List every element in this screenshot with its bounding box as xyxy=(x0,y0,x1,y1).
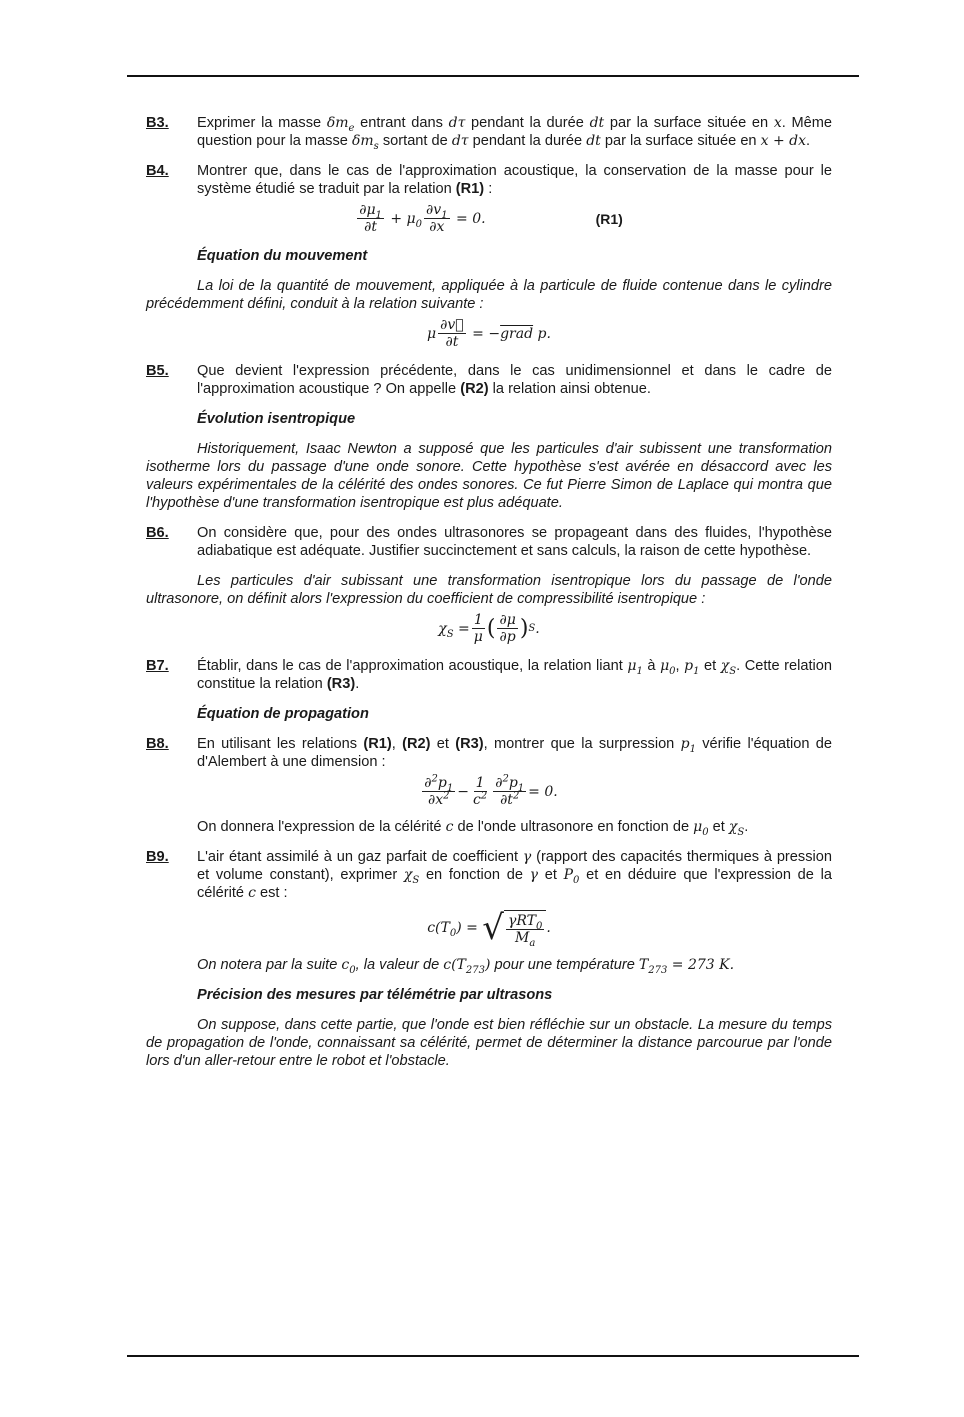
text-fragment: L'air étant assimilé à un gaz parfait de coefficient xyxy=(197,849,523,865)
math-mu0: $\mu_0$ xyxy=(660,658,676,677)
text-fragment: . xyxy=(744,819,749,835)
math-chis: $\chi_S$ xyxy=(720,658,737,677)
question-b3 xyxy=(146,114,832,150)
question-note xyxy=(197,956,832,974)
math-dt: dt xyxy=(589,115,605,131)
question-b9 xyxy=(146,848,832,902)
text-fragment: par la surface située en xyxy=(600,133,761,149)
math-dme: $\delta m_e$ xyxy=(326,115,355,134)
math-p1: $p_1$ xyxy=(680,736,696,755)
math-gamma: γ xyxy=(522,849,532,865)
relation-ref: (R2) xyxy=(402,736,431,752)
text-fragment: à xyxy=(642,658,661,674)
math-mu0: $\mu_0$ xyxy=(693,819,709,838)
question-text xyxy=(197,848,832,902)
text-fragment: Que devient l'expression précédente, dans le cas unidimensionnel et dans le cadre de l'approximation acoustique ? On appelle xyxy=(197,363,832,397)
text-fragment: pour une température xyxy=(490,957,639,973)
text-fragment: Montrer que, dans le cas de l'approximation acoustique, la conservation de la masse pour le système étudié se traduit par la relation xyxy=(197,163,832,197)
text-fragment: . xyxy=(355,676,360,692)
math-T273: $T_{273} = 273$ K. xyxy=(638,957,735,976)
relation-ref: (R3) xyxy=(326,676,356,692)
question-label: B8. xyxy=(146,736,169,752)
text-fragment: , xyxy=(391,736,403,752)
text-fragment: Établir, dans le cas de l'approximation acoustique, la relation liant xyxy=(197,658,628,674)
text-fragment: de l'onde ultrasonore en fonction de xyxy=(453,819,694,835)
math-c: c xyxy=(445,819,454,835)
text-fragment: et xyxy=(708,819,729,835)
equation-r1: $\frac{\partial\mu_1}{\partial t}$ + $\mu_0$ $\frac{\partial v_1}{\partial x}$ = 0. (R1) xyxy=(359,202,623,235)
question-text xyxy=(197,657,832,693)
question-b5 xyxy=(146,362,832,398)
subsection-title: Équation de propagation xyxy=(197,706,369,722)
text-fragment: et en déduire que l'expression de la célérité xyxy=(197,867,832,901)
text-fragment: . Même question pour la masse xyxy=(197,115,833,149)
text-fragment: par la surface située en xyxy=(604,115,774,131)
text-fragment: et xyxy=(538,867,564,883)
question-text: Exprimer la masse $\delta m_e$ entrant dans dτ pendant la durée dt par la surface située en x. Même question pour la masse $\delta m_s$ sortant de dτ pendant la durée dt par la surface située en x + dx. xyxy=(197,115,833,152)
relation-ref: (R1) xyxy=(363,736,392,752)
text-fragment: et xyxy=(699,658,721,674)
question-b8 xyxy=(146,735,832,771)
text-fragment: pendant la durée xyxy=(465,115,590,131)
paragraph: La loi de la quantité de mouvement, appliquée à la particule de fluide contenue dans le cylindre précédemment défini, conduit à la relation suivante : xyxy=(146,278,832,312)
relation-ref: (R3) xyxy=(455,736,484,752)
question-b7 xyxy=(146,657,832,693)
question-text: On considère que, pour des ondes ultrasonores se propageant dans des fluides, l'hypothèse adiabatique est adéquate. Justifier succinctement et sans calculs, la raison de cette hypothèse. xyxy=(197,525,832,559)
text-fragment: , montrer que la surpression xyxy=(483,736,681,752)
text-fragment: En utilisant les relations xyxy=(197,736,364,752)
math-gamma: γ xyxy=(529,867,539,883)
question-text xyxy=(197,162,832,198)
paragraph: Les particules d'air subissant une transformation isentropique lors du passage de l'onde ultrasonore, on définit alors l'expression du coefficient de compressibilité isentropique : xyxy=(146,573,832,607)
math-x-plus-dx: x + dx xyxy=(760,133,806,149)
question-label: B3. xyxy=(146,115,169,131)
text-fragment: en fonction de xyxy=(419,867,530,883)
document-body xyxy=(146,114,832,1070)
text-fragment: . Cette relation constitue la relation xyxy=(197,658,833,692)
text-fragment: pendant la durée xyxy=(468,133,587,149)
equation-tag: (R1) xyxy=(595,210,623,227)
math-mu1: $\mu_1$ xyxy=(627,658,643,677)
question-note xyxy=(197,818,832,836)
subsection-title: Équation du mouvement xyxy=(197,248,368,264)
text-fragment: la relation ainsi obtenue. xyxy=(488,381,651,397)
text-fragment: On donnera l'expression de la célérité xyxy=(197,819,446,835)
question-label: B7. xyxy=(146,658,169,674)
math-c-T273: $c(T_{273})$ xyxy=(443,957,491,976)
equation-momentum: μ $\frac{\partial v⃗}{\partial t}$ = −grad p. xyxy=(427,317,551,350)
footer-rule xyxy=(127,1355,859,1357)
paragraph: Historiquement, Isaac Newton a supposé que les particules d'air subissent une transformation isotherme lors du passage d'une onde sonore. Cette hypothèse s'est avérée en désaccord avec les valeurs expérimentales de la célérité des ondes sonores. Ce fut Pierre Simon de Laplace qui montra que l'hypothèse d'une transformation isentropique est plus adéquate. xyxy=(146,441,832,511)
text-fragment: et xyxy=(430,736,456,752)
math-dt: dt xyxy=(586,133,601,149)
equation-compressibility: $\chi_S$ = $\frac{1}{\mu}$ ( $\frac{\partial\mu}{\partial p}$ ) S . xyxy=(438,612,540,645)
question-label: B6. xyxy=(146,525,169,541)
subsection-title: Évolution isentropique xyxy=(197,411,356,427)
math-dtau: dτ xyxy=(448,115,466,131)
text-fragment: vérifie l'équation de d'Alembert à une dimension : xyxy=(197,736,833,770)
question-b4 xyxy=(146,162,832,198)
relation-ref: (R1) xyxy=(455,181,485,197)
text-fragment: : xyxy=(484,181,493,197)
math-dtau: dτ xyxy=(451,133,469,149)
question-text xyxy=(197,362,832,398)
math-P0: $P_0$ xyxy=(563,867,580,886)
text-fragment: (rapport des capacités thermiques à pression et volume constant), exprimer xyxy=(197,849,832,883)
text-fragment: entrant dans xyxy=(354,115,449,131)
math-c: c xyxy=(248,885,256,901)
equation-celerity: $c(T_0)$ = √ $\frac{\gamma RT_0}{M_a}$ . xyxy=(427,908,551,949)
header-rule xyxy=(127,75,859,77)
text-fragment: On notera par la suite xyxy=(197,957,342,973)
text-fragment: sortant de xyxy=(378,133,452,149)
equation-dalembert: $\frac{\partial^2p_1}{\partial x^2}$ − $\frac{1}{c^2}$ $\frac{\partial^2p_1}{\partial t^2}$ = 0. xyxy=(424,773,558,808)
math-chis: $\chi_S$ xyxy=(728,819,745,838)
question-label: B9. xyxy=(146,849,169,865)
subsection-title: Précision des mesures par télémétrie par ultrasons xyxy=(197,987,553,1003)
paragraph: On suppose, dans cette partie, que l'onde est bien réfléchie sur un obstacle. La mesure du temps de propagation de l'onde, connaissant sa célérité, permet de déterminer la distance parcourue par l'onde lors d'un aller-retour entre le robot et l'obstacle. xyxy=(146,1017,832,1069)
question-label: B5. xyxy=(146,363,169,379)
math-chis: $\chi_S$ xyxy=(403,867,420,886)
text-fragment: Exprimer la masse xyxy=(197,115,327,131)
math-p1: $p_1$ xyxy=(684,658,700,677)
relation-ref: (R2) xyxy=(460,381,489,397)
math-x: x xyxy=(773,115,782,131)
question-label: B4. xyxy=(146,163,169,179)
text-fragment: , la valeur de xyxy=(355,957,444,973)
question-b6 xyxy=(146,524,832,560)
math-dms: $\delta m_s$ xyxy=(351,133,379,152)
math-c0: $c_0$ xyxy=(341,957,356,976)
question-text xyxy=(197,735,832,771)
text-fragment: est : xyxy=(255,885,288,901)
text-fragment: , xyxy=(675,658,685,674)
